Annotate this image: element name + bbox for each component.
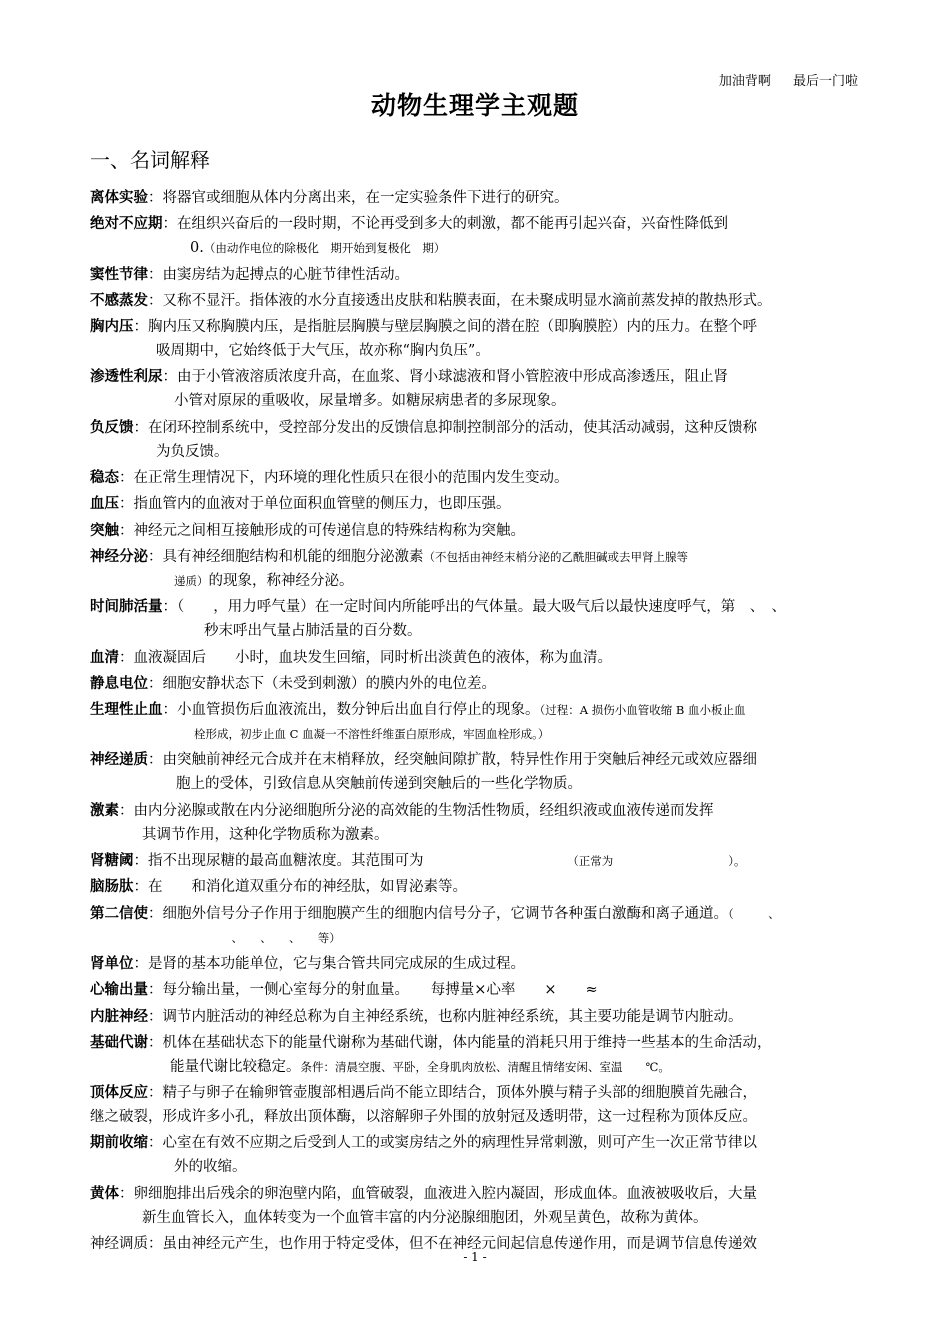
definition-text: 用力呼气量）在一定时间内所能呼出的气体量。最大吸气后以最快速度呼气，第 、 、 xyxy=(227,599,786,616)
definition-term: 神经调质 xyxy=(90,1236,148,1253)
definition-entry xyxy=(90,799,862,847)
section-heading: 一、名词解释 xyxy=(90,148,210,172)
definition-continuation xyxy=(90,722,862,746)
definition-term: 神经分泌 xyxy=(90,548,148,565)
definition-text: 又称不显汗。指体液的水分直接透出皮肤和粘膜表面，在未聚成明显水滴前蒸发掉的散热形式。 xyxy=(162,292,772,309)
definition-text: 每分输出量，一侧心室每分的射血量。 每搏量×心率 × ≈ xyxy=(162,982,598,999)
definition-text: 指不出现尿糖的最高血糖浓度。其范围可为 xyxy=(148,853,424,870)
continuation-text: 继之破裂，形成许多小孔，释放出顶体酶，以溶解卵子外围的放射冠及透明带，这一过程称为顶体反应。 xyxy=(90,1109,757,1126)
definition-text: 神经元之间相互接触形成的可传递信息的特殊结构称为突触。 xyxy=(133,522,525,539)
definition-text: 在 和消化道双重分布的神经肽，如胃泌素等。 xyxy=(148,879,467,896)
definition-entry xyxy=(90,212,862,260)
definition-continuation xyxy=(90,1206,862,1230)
definition-term: 第二信使 xyxy=(90,905,148,922)
definition-separator: ： xyxy=(148,1085,163,1102)
continuation-text: 0. xyxy=(190,240,204,257)
definition-entry xyxy=(90,186,862,210)
definition-note-continuation: 、 、 、 等） xyxy=(174,930,341,945)
definition-continuation xyxy=(90,236,862,260)
definition-term: 离体实验 xyxy=(90,190,148,206)
definition-note: （由动作电位的除极化 期开始到复极化 期） xyxy=(203,241,446,256)
definition-term: 不感蒸发 xyxy=(90,292,148,309)
definition-separator: ： xyxy=(148,982,163,999)
definition-separator: ： xyxy=(119,649,134,666)
definition-text: 虽由神经元产生，也作用于特定受体，但不在神经元间起信息传递作用，而是调节信息传递效 xyxy=(162,1236,757,1253)
definition-text: 心室在有效不应期之后受到人工的或窦房结之外的病理性异常刺激，则可产生一次正常节律以 xyxy=(162,1135,757,1152)
definition-separator: ： xyxy=(148,266,163,283)
definition-separator: ： xyxy=(162,702,177,719)
definition-separator: ： xyxy=(148,190,163,206)
definition-separator: ： xyxy=(148,292,163,309)
definition-separator: ： xyxy=(133,419,148,436)
definition-continuation xyxy=(90,823,862,847)
definition-entry xyxy=(90,519,862,543)
definition-text: 在闭环控制系统中，受控部分发出的反馈信息抑制控制部分的活动，使其活动减弱，这种反馈称 xyxy=(148,419,757,436)
definition-entry xyxy=(90,849,862,873)
definition-text: 细胞安静状态下（未受到刺激）的膜内外的电位差。 xyxy=(162,675,496,692)
continuation-text: 能量代谢比较稳定。 xyxy=(170,1058,301,1075)
definition-text: 将器官或细胞从体内分离出来，在一定实验条件下进行的研究。 xyxy=(162,190,569,206)
page-number: - 1 - xyxy=(463,1250,487,1264)
definition-note-continuation: 栓形成，初步止血 C 血凝一不溶性纤维蛋白原形成，牢固血栓形成。） xyxy=(194,727,550,742)
definition-continuation xyxy=(90,772,862,796)
definition-term: 激素 xyxy=(90,802,119,819)
definition-continuation xyxy=(90,926,862,950)
definition-separator: ： xyxy=(133,879,148,896)
definition-text: 由于小管液溶质浓度升高，在血浆、肾小球滤液和肾小管腔液中形成高渗透压，阻止肾 xyxy=(177,369,728,386)
definition-entry xyxy=(90,289,862,313)
definition-entry xyxy=(90,1131,862,1179)
definition-separator: ： xyxy=(148,548,163,565)
definition-entry xyxy=(90,748,862,796)
definition-text: 小血管损伤后血液流出，数分钟后出血自行停止的现象。 xyxy=(177,702,540,719)
header-note-left: 加油背啊 xyxy=(718,74,771,89)
definition-list xyxy=(90,186,862,1258)
definition-text: 卵细胞排出后残余的卵泡壁内陷，血管破裂，血液进入腔内凝固，形成血体。血液被吸收后，大量 xyxy=(133,1185,757,1202)
definition-continuation xyxy=(90,1155,862,1179)
definition-text: 由突触前神经元合成并在末梢释放，经突触间隙扩散，特异性作用于突触后神经元或效应器细 xyxy=(162,752,757,769)
definition-continuation xyxy=(90,389,862,413)
definition-entry xyxy=(90,952,862,976)
definition-term: 血压 xyxy=(90,496,119,513)
definition-term: 肾单位 xyxy=(90,955,134,972)
definition-term: 黄体 xyxy=(90,1185,119,1202)
definition-separator: ：（ ， xyxy=(162,599,228,616)
definition-entry xyxy=(90,1182,862,1230)
definition-separator: ： xyxy=(148,905,163,922)
definition-separator: ： xyxy=(119,522,134,539)
definition-text: 在正常生理情况下，内环境的理化性质只在很小的范围内发生变动。 xyxy=(133,470,569,487)
continuation-text: 胞上的受体，引致信息从突触前传递到突触后的一些化学物质。 xyxy=(176,776,582,793)
definition-continuation xyxy=(90,1105,862,1129)
definition-text: 调节内脏活动的神经总称为自主神经系统，也称内脏神经系统，其主要功能是调节内脏动。 xyxy=(162,1008,743,1025)
definition-text: 胸内压又称胸膜内压，是指脏层胸膜与壁层胸膜之间的潜在腔（即胸膜腔）内的压力。在整个呼 xyxy=(148,319,757,336)
continuation-text: 小管对原尿的重吸收，尿量增多。如糖尿病患者的多尿现象。 xyxy=(174,393,566,410)
definition-entry xyxy=(90,1031,862,1079)
definition-entry xyxy=(90,1081,862,1129)
definition-entry xyxy=(90,646,862,670)
definition-separator: ： xyxy=(162,369,177,386)
definition-note: （过程：A 损伤小血管收缩 B 血小板止血 xyxy=(539,703,746,718)
definition-term: 胸内压 xyxy=(90,319,134,336)
definition-separator: ： xyxy=(119,802,134,819)
definition-text: 由窦房结为起搏点的心脏节律性活动。 xyxy=(162,266,409,283)
definition-term: 窦性节律 xyxy=(90,266,148,283)
definition-text: 机体在基础状态下的能量代谢称为基础代谢，体内能量的消耗只用于维持一些基本的生命活动， xyxy=(162,1034,772,1051)
definition-text: 具有神经细胞结构和机能的细胞分泌激素 xyxy=(162,548,424,565)
continuation-text: 为负反馈。 xyxy=(156,443,229,460)
definition-continuation xyxy=(90,339,862,363)
definition-term: 肾糖阈 xyxy=(90,853,134,870)
definition-entry xyxy=(90,672,862,696)
definition-note: （正常为 ）。 xyxy=(423,854,746,869)
continuation-text: 其调节作用，这种化学物质称为激素。 xyxy=(142,826,389,843)
definition-entry xyxy=(90,698,862,746)
definition-term: 内脏神经 xyxy=(90,1008,148,1025)
definition-term: 时间肺活量 xyxy=(90,599,163,616)
definition-separator: ： xyxy=(148,1034,163,1051)
definition-entry xyxy=(90,416,862,464)
definition-entry xyxy=(90,492,862,516)
definition-entry xyxy=(90,902,862,950)
definition-separator: ： xyxy=(119,496,134,513)
definition-continuation xyxy=(90,619,862,643)
definition-entry xyxy=(90,595,862,643)
definition-term: 脑肠肽 xyxy=(90,879,134,896)
definition-continuation xyxy=(90,1055,862,1079)
definition-entry xyxy=(90,263,862,287)
definition-text: 由内分泌腺或散在内分泌细胞所分泌的高效能的生物活性物质，经组织液或血液传递而发挥 xyxy=(133,802,714,819)
definition-separator: ： xyxy=(148,1135,163,1152)
definition-term: 血清 xyxy=(90,649,119,666)
definition-separator: ： xyxy=(148,752,163,769)
definition-entry xyxy=(90,875,862,899)
definition-entry xyxy=(90,545,862,593)
definition-continuation xyxy=(90,440,862,464)
definition-term: 期前收缩 xyxy=(90,1135,148,1152)
definition-separator: ： xyxy=(148,1008,163,1025)
continuation-text: 的现象，称神经分泌。 xyxy=(208,572,354,589)
continuation-text: 外的收缩。 xyxy=(174,1159,247,1176)
definition-note: （不包括由神经末梢分泌的乙酰胆碱或去甲肾上腺等 xyxy=(423,549,688,564)
definition-note-continuation: 条件：清晨空腹、平卧，全身肌肉放松、清醒且情绪安闲、室温 ℃。 xyxy=(300,1059,670,1074)
definition-term: 生理性止血 xyxy=(90,702,163,719)
definition-term: 神经递质 xyxy=(90,752,148,769)
definition-separator: ： xyxy=(162,216,177,233)
definition-separator: ： xyxy=(133,853,148,870)
definition-entry xyxy=(90,1005,862,1029)
definition-text: 是肾的基本功能单位，它与集合管共同完成尿的生成过程。 xyxy=(148,955,525,972)
definition-note: （ 、 xyxy=(728,906,780,921)
definition-term: 心输出量 xyxy=(90,982,148,999)
definition-text: 细胞外信号分子作用于细胞膜产生的细胞内信号分子，它调节各种蛋白激酶和离子通道。 xyxy=(162,905,728,922)
definition-term: 渗透性利尿 xyxy=(90,369,163,386)
definition-separator: ： xyxy=(148,675,163,692)
definition-note-continuation: 递质） xyxy=(174,573,209,588)
definition-text: 指血管内的血液对于单位面积血管壁的侧压力，也即压强。 xyxy=(133,496,511,513)
definition-entry xyxy=(90,315,862,363)
definition-text: 在组织兴奋后的一段时期，不论再受到多大的刺激，都不能再引起兴奋，兴奋性降低到 xyxy=(177,216,728,233)
definition-term: 基础代谢 xyxy=(90,1034,148,1051)
definition-entry xyxy=(90,978,862,1002)
definition-term: 突触 xyxy=(90,522,119,539)
definition-entry xyxy=(90,365,862,413)
header-note-right: 最后一门啦 xyxy=(792,74,858,89)
definition-term: 稳态 xyxy=(90,470,119,487)
continuation-text: 新生血管长入，血体转变为一个血管丰富的内分泌腺细胞团，外观呈黄色，故称为黄体。 xyxy=(142,1209,708,1226)
definition-separator: ： xyxy=(119,470,134,487)
definition-text: 精子与卵子在输卵管壶腹部相遇后尚不能立即结合，顶体外膜与精子头部的细胞膜首先融合， xyxy=(162,1085,757,1102)
definition-term: 静息电位 xyxy=(90,675,148,692)
definition-separator: ： xyxy=(148,1236,163,1253)
definition-separator: ： xyxy=(133,955,148,972)
definition-separator: ： xyxy=(133,319,148,336)
definition-entry xyxy=(90,466,862,490)
definition-term: 负反馈 xyxy=(90,419,134,436)
definition-term: 顶体反应 xyxy=(90,1085,148,1102)
definition-separator: ： xyxy=(119,1185,134,1202)
definition-continuation xyxy=(90,569,862,593)
continuation-text: 秒末呼出气量占肺活量的百分数。 xyxy=(204,623,422,640)
definition-term: 绝对不应期 xyxy=(90,216,163,233)
document-title: 动物生理学主观题 xyxy=(370,91,579,120)
continuation-text: 吸周期中，它始终低于大气压，故亦称“胸内负压”。 xyxy=(156,343,490,360)
definition-text: 血液凝固后 小时，血块发生回缩，同时析出淡黄色的液体，称为血清。 xyxy=(133,649,612,666)
